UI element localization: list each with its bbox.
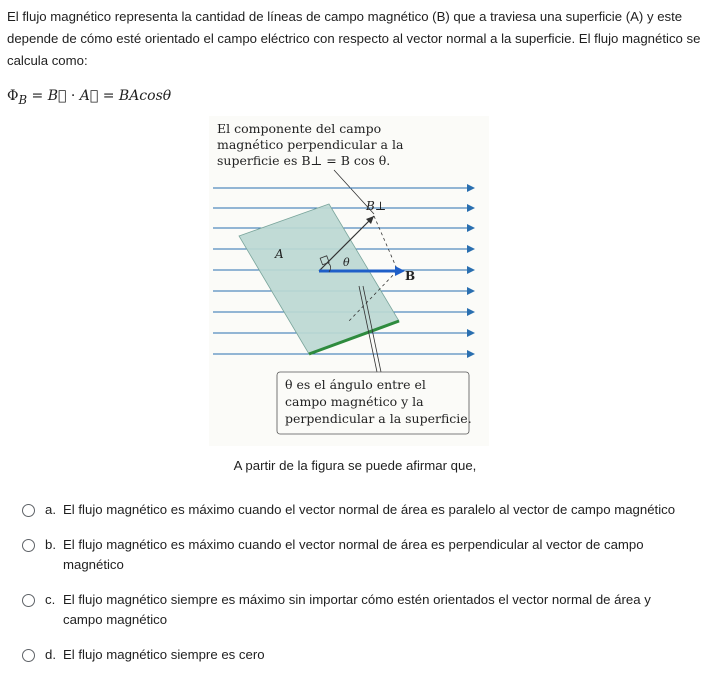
formula-vec-b: B⃗ bbox=[47, 88, 67, 104]
label-b: B bbox=[405, 269, 416, 283]
formula-dot: · bbox=[66, 88, 80, 104]
bottom-label-line-3: perpendicular a la superficie. bbox=[285, 411, 472, 426]
bottom-label-line-2: campo magnético y la bbox=[285, 394, 424, 409]
formula-sub: B bbox=[18, 92, 28, 107]
projection-dash-1 bbox=[374, 216, 397, 269]
flux-formula bbox=[7, 88, 171, 107]
figure-svg bbox=[209, 116, 489, 446]
option-letter: a. bbox=[45, 502, 56, 517]
option-letter: b. bbox=[45, 537, 56, 552]
option-d[interactable] bbox=[22, 645, 702, 665]
option-text[interactable]: El flujo magnético siempre es cero bbox=[63, 647, 265, 662]
option-text[interactable]: El flujo magnético siempre es máximo sin importar cómo estén orientados el vector normal de área y campo magnético bbox=[63, 592, 651, 627]
top-label-line-2: magnético perpendicular a la bbox=[217, 137, 404, 152]
radio-circle-icon[interactable] bbox=[22, 504, 35, 517]
option-text[interactable]: El flujo magnético es máximo cuando el vector normal de área es perpendicular al vector de campo magnético bbox=[63, 537, 644, 572]
formula-eq: = bbox=[27, 88, 48, 104]
radio-circle-icon[interactable] bbox=[22, 594, 35, 607]
label-b-perp: B⊥ bbox=[366, 199, 387, 213]
label-theta: θ bbox=[343, 256, 350, 269]
option-letter: c. bbox=[45, 592, 56, 607]
option-text[interactable]: El flujo magnético es máximo cuando el vector normal de área es paralelo al vector de campo magnético bbox=[63, 502, 676, 517]
formula-vec-a: A⃗ bbox=[79, 88, 99, 104]
option-c[interactable] bbox=[22, 590, 702, 630]
magnetic-flux-figure bbox=[209, 116, 489, 446]
option-b[interactable] bbox=[22, 535, 702, 575]
b-vector-head bbox=[395, 266, 405, 276]
option-a[interactable] bbox=[22, 500, 702, 520]
bottom-label-line-1: θ es el ángulo entre el bbox=[285, 377, 426, 392]
top-label-line-3: superficie es B⊥ = B cos θ. bbox=[217, 153, 391, 168]
field-arrowheads bbox=[467, 184, 475, 358]
figure-caption: A partir de la figura se puede afirmar que, bbox=[233, 458, 477, 473]
option-letter: d. bbox=[45, 647, 56, 662]
formula-phi: Φ bbox=[7, 88, 19, 104]
top-label-line-1: El componente del campo bbox=[217, 121, 382, 136]
label-a: A bbox=[275, 247, 284, 261]
formula-rhs: = BAcosθ bbox=[98, 88, 172, 104]
question-intro: El flujo magnético representa la cantidad de líneas de campo magnético (B) que a traviesa una superficie (A) y este depende de cómo esté orientado el campo eléctrico con respecto al vector normal a la superficie. El flujo magnético se calcula como: bbox=[7, 9, 701, 68]
answer-options bbox=[22, 500, 702, 680]
surface-plate bbox=[239, 204, 399, 354]
radio-circle-icon[interactable] bbox=[22, 539, 35, 552]
radio-circle-icon[interactable] bbox=[22, 649, 35, 662]
